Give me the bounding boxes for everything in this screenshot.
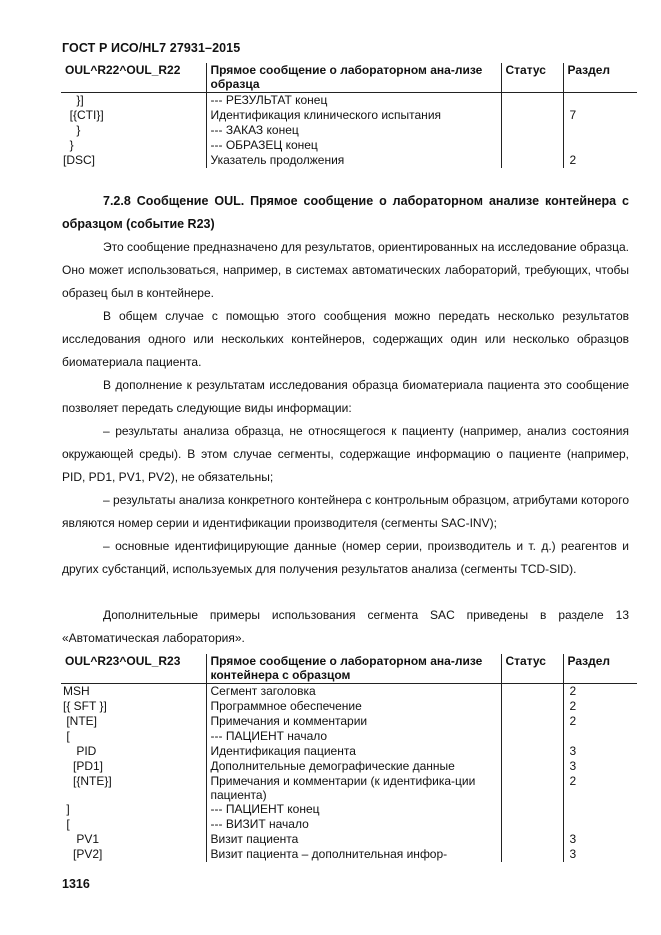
table-cell: Визит пациента – дополнительная инфор-	[206, 847, 501, 862]
table-cell: Идентификация пациента	[206, 744, 501, 759]
table-row	[61, 759, 637, 774]
table-cell	[501, 759, 563, 774]
paragraph: В общем случае с помощью этого сообщения можно передать несколько результатов исследования одного или нескольких контейнеров, содержащих один или несколько образцов биоматериала пациента.	[62, 309, 629, 369]
table-cell: Визит пациента	[206, 832, 501, 847]
table-row	[61, 108, 637, 123]
table-cell	[563, 729, 637, 744]
table-cell: 3	[563, 759, 637, 774]
table-row	[61, 774, 637, 802]
table-cell: [PV2]	[63, 847, 103, 861]
paragraph: В дополнение к результатам исследования образца биоматериала пациента это сообщение позволяет передать следующие виды информации:	[62, 378, 629, 415]
table-cell: 2	[563, 714, 637, 729]
table-cell	[563, 817, 637, 832]
section-heading: 7.2.8 Сообщение OUL. Прямое сообщение о лабораторном анализе контейнера с образцом (событие R23)	[62, 194, 629, 231]
table-cell: 2	[563, 153, 637, 168]
table-cell: }	[63, 138, 74, 152]
table-cell: --- ВИЗИТ начало	[206, 817, 501, 832]
table-cell: --- ЗАКАЗ конец	[206, 123, 501, 138]
table-cell	[501, 138, 563, 153]
table-cell: --- ОБРАЗЕЦ конец	[206, 138, 501, 153]
list-item: – основные идентифицирующие данные (номер серии, производитель и т. д.) реагентов и других субстанций, используемых для получения результатов анализа (сегменты TCD-SID).	[62, 539, 629, 576]
message-structure-table-r22	[61, 63, 637, 168]
table-cell: 3	[563, 832, 637, 847]
table-cell: 7	[563, 108, 637, 123]
table-cell	[501, 774, 563, 802]
table-row	[61, 802, 637, 817]
table-cell: --- ПАЦИЕНТ конец	[206, 802, 501, 817]
table-cell	[563, 802, 637, 817]
table-cell: MSH	[63, 684, 90, 698]
table-cell: [NTE]	[63, 714, 98, 728]
column-header: OUL^R22^OUL_R22	[61, 63, 206, 93]
table-body	[61, 684, 637, 863]
paragraph: Это сообщение предназначено для результатов, ориентированных на исследование образца. Оно может использоваться, например, в системах автоматических лабораторий, требующих, чтобы образец был в контейнере.	[62, 240, 629, 300]
table-cell	[501, 699, 563, 714]
table-cell	[501, 153, 563, 168]
table-row	[61, 699, 637, 714]
table-row	[61, 138, 637, 153]
table-row	[61, 832, 637, 847]
table-cell: 2	[563, 774, 637, 802]
table-cell	[501, 832, 563, 847]
table-cell: Примечания и комментарии	[206, 714, 501, 729]
table-cell	[501, 802, 563, 817]
table-cell: PV1	[63, 832, 100, 846]
table-cell: --- ПАЦИЕНТ начало	[206, 729, 501, 744]
table-body	[61, 93, 637, 169]
table-cell: Примечания и комментарии (к идентифика-ции пациента)	[206, 774, 501, 802]
list-item: – результаты анализа конкретного контейнера с контрольным образцом, атрибутами которого являются номер серии и идентификации производителя (сегменты SAC-INV);	[62, 493, 629, 530]
table-cell	[563, 138, 637, 153]
table-cell: [{NTE}]	[63, 774, 112, 788]
column-header: Прямое сообщение о лабораторном ана-лизе контейнера с образцом	[206, 654, 501, 684]
table-cell	[563, 123, 637, 138]
column-header: Статус	[501, 654, 563, 684]
table-cell	[501, 93, 563, 109]
table-row	[61, 729, 637, 744]
table-row	[61, 93, 637, 109]
table-cell	[501, 744, 563, 759]
table-row	[61, 744, 637, 759]
table-header-row	[61, 654, 637, 684]
table-cell: [DSC]	[63, 153, 96, 167]
table-cell: [	[63, 817, 70, 831]
column-header: Прямое сообщение о лабораторном ана-лизе образца	[206, 63, 501, 93]
document-header: ГОСТ Р ИСО/HL7 27931–2015	[62, 41, 241, 55]
column-header: OUL^R23^OUL_R23	[61, 654, 206, 684]
table-row	[61, 847, 637, 862]
table-cell: 3	[563, 744, 637, 759]
table-cell	[501, 714, 563, 729]
table-cell: Дополнительные демографические данные	[206, 759, 501, 774]
table-cell: Программное обеспечение	[206, 699, 501, 714]
page-number: 1316	[62, 877, 90, 891]
table-cell: ]	[63, 802, 70, 816]
table-cell	[501, 123, 563, 138]
table-cell: [PD1]	[63, 759, 104, 773]
table-cell: [	[63, 729, 70, 743]
paragraph: Дополнительные примеры использования сегмента SAC приведены в разделе 13 «Автоматическая лаборатория».	[62, 608, 629, 645]
list-item: – результаты анализа образца, не относящегося к пациенту (например, анализ состояния окружающей среды). В этом случае сегменты, содержащие информацию о пациенте (например, PID, PD1, PV1, PV2), не обязательны;	[62, 424, 629, 484]
table-cell	[563, 93, 637, 109]
table-cell: 2	[563, 684, 637, 700]
table-cell: 3	[563, 847, 637, 862]
table-cell	[501, 729, 563, 744]
column-header: Статус	[501, 63, 563, 93]
table-cell	[501, 684, 563, 700]
table-cell	[501, 108, 563, 123]
table-cell: PID	[63, 744, 97, 758]
table-cell: }]	[63, 93, 84, 107]
table-cell: Идентификация клинического испытания	[206, 108, 501, 123]
table-cell	[501, 847, 563, 862]
table-row	[61, 153, 637, 168]
table-cell	[501, 817, 563, 832]
message-structure-table-r23	[61, 654, 637, 862]
table-row	[61, 817, 637, 832]
table-cell: --- РЕЗУЛЬТАТ конец	[206, 93, 501, 109]
table-row	[61, 684, 637, 700]
column-header: Раздел	[563, 63, 637, 93]
table-cell: [{ SFT }]	[63, 699, 107, 713]
table-cell: Указатель продолжения	[206, 153, 501, 168]
table-row	[61, 714, 637, 729]
column-header: Раздел	[563, 654, 637, 684]
table-header-row	[61, 63, 637, 93]
table-cell: 2	[563, 699, 637, 714]
table-cell: Сегмент заголовка	[206, 684, 501, 700]
table-cell: }	[63, 123, 81, 137]
table-row	[61, 123, 637, 138]
table-cell: [{CTI}]	[63, 108, 104, 122]
